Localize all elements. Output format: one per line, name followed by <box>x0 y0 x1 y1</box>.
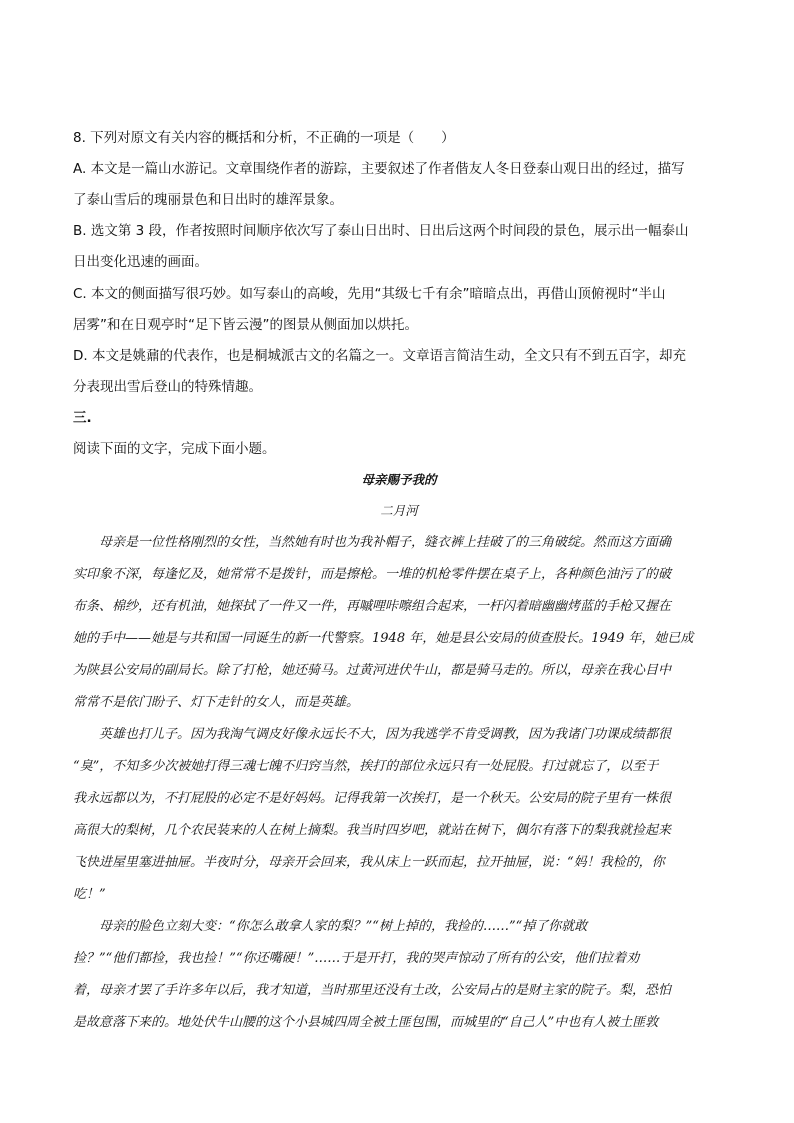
question-8-line: A. 本文是一篇山水游记。文章围绕作者的游踪，主要叙述了作者偕友人冬日登泰山观日出的经过，描写 <box>73 161 685 177</box>
question-8-stem: 8. 下列对原文有关内容的概括和分析，不正确的一项是（ ） <box>73 130 455 146</box>
article-line: 实印象不深，每逢忆及，她常常不是拨针，而是擦枪。一堆的机枪零件摆在桌子上，各种颜色油污了的破 <box>73 567 672 582</box>
article-line: 捡？”“他们都捡，我也捡！”“你还嘴硬！”……于是开打，我的哭声惊动了所有的公安，他们拉着劝 <box>73 951 640 966</box>
article-line: 母亲是一位性格刚烈的女性，当然她有时也为我补帽子，缝衣裤上挂破了的三角破绽。然而这方面确 <box>73 535 672 550</box>
question-8-line: 分表现出雪后登山的特殊情趣。 <box>73 379 262 395</box>
question-8-line: C. 本文的侧面描写很巧妙。如写泰山的高峻，先用“其级七千有余”暗暗点出，再借山顶俯视时“半山 <box>73 286 666 302</box>
article-line: 高很大的梨树，几个农民装来的人在树上摘梨。我当时四岁吧，就站在树下，偶尔有落下的梨我就捡起来 <box>73 823 672 838</box>
article-line: 布条、棉纱，还有机油，她探拭了一件又一件，再嘁哩咔嚓组合起来，一杆闪着暗幽幽烤蓝的手枪又握在 <box>73 599 672 614</box>
question-8-line: 日出变化迅速的画面。 <box>73 254 208 270</box>
article-line: 是故意落下来的。地处伏牛山腰的这个小县城四周全被土匪包围，而城里的“自己人”中也有人被土匪敦 <box>73 1015 659 1030</box>
article-title: 母亲赐予我的 <box>361 472 437 487</box>
question-8-line: B. 选文第 3 段，作者按照时间顺序依次写了泰山日出时、日出后这两个时间段的景色，展示出一幅泰山 <box>73 223 689 239</box>
question-8-line: D. 本文是姚鼐的代表作，也是桐城派古文的名篇之一。文章语言简洁生动，全文只有不到五百字，却充 <box>73 348 686 364</box>
article-line: 英雄也打儿子。因为我淘气调皮好像永远长不大，因为我逃学不肯受调教，因为我诸门功课成绩都很 <box>73 727 672 742</box>
article-line: 常常不是依门盼子、灯下走针的女人，而是英雄。 <box>73 695 360 710</box>
section-3-instruction: 阅读下面的文字，完成下面小题。 <box>73 441 276 457</box>
article-line: 为陕县公安局的副局长。除了打枪，她还骑马。过黄河进伏牛山，都是骑马走的。所以，母亲在我心目中 <box>73 663 672 678</box>
section-3-heading: 三. <box>73 410 92 426</box>
article-line: 我永远都以为，不打屁股的必定不是好妈妈。记得我第一次挨打，是一个秋天。公安局的院子里有一株很 <box>73 791 672 806</box>
article-line: 着，母亲才罢了手许多年以后，我才知道，当时那里还没有土改，公安局占的是财主家的院子。梨，恐怕 <box>73 983 672 998</box>
article-line: 吃！” <box>73 887 106 902</box>
article-line: “臭”，不知多少次被她打得三魂七魄不归窍当然，挨打的部位永远只有一处屁股。打过就忘了，以至于 <box>73 759 659 774</box>
article-line: 飞快进屋里塞进抽屉。半夜时分，母亲开会回来，我从床上一跃而起，拉开抽屉，说：“妈！我检的，你 <box>73 855 665 870</box>
article-line: 母亲的脸色立刻大变：“你怎么敢拿人家的梨？”“树上掉的，我捡的……”“掉了你就敢 <box>73 919 588 934</box>
article-author: 二月河 <box>380 503 418 518</box>
article-line: 她的手中——她是与共和国一同诞生的新一代警察。1948 年，她是县公安局的侦查股长。1949 年，她已成 <box>73 631 694 646</box>
question-8-line: 居雾”和在日观亭时“足下皆云漫”的图景从侧面加以烘托。 <box>73 317 418 333</box>
question-8-line: 了泰山雪后的瑰丽景色和日出时的雄浑景象。 <box>73 192 343 208</box>
